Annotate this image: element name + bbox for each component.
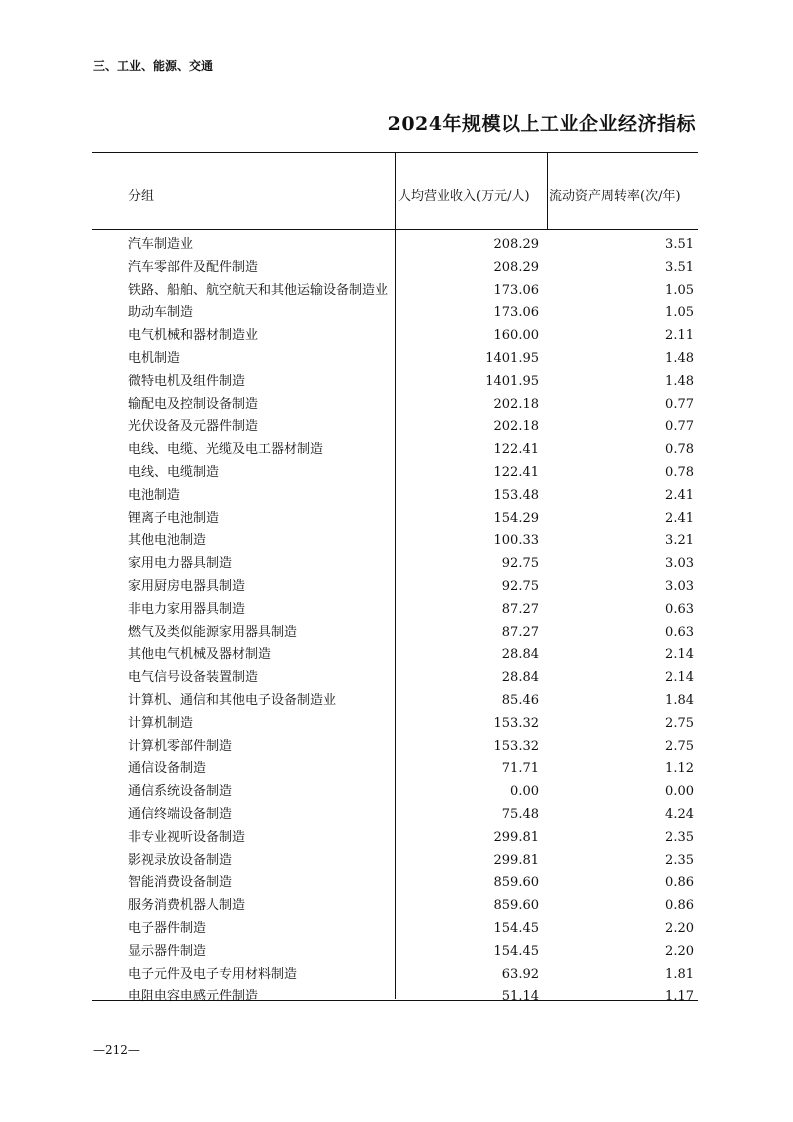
table-bottom-rule <box>92 1000 698 1001</box>
row-name: 通信终端设备制造 <box>128 806 233 822</box>
table-row <box>92 964 698 987</box>
table-row <box>92 439 698 462</box>
row-revenue-per-capita: 299.81 <box>493 829 539 845</box>
table-row <box>92 462 698 485</box>
row-name: 服务消费机器人制造 <box>128 898 246 914</box>
table-row <box>92 371 698 394</box>
row-name: 电子元件及电子专用材料制造 <box>128 966 298 982</box>
row-asset-turnover: 0.86 <box>665 875 694 891</box>
row-name: 其他电气机械及器材制造 <box>128 647 272 663</box>
table-row <box>92 576 698 599</box>
row-revenue-per-capita: 63.92 <box>501 966 539 982</box>
row-asset-turnover: 0.78 <box>665 464 694 480</box>
row-asset-turnover: 1.84 <box>665 692 694 708</box>
table-row <box>92 394 698 417</box>
table-row <box>92 234 698 257</box>
row-asset-turnover: 1.05 <box>665 282 694 298</box>
row-asset-turnover: 2.35 <box>665 829 694 845</box>
row-asset-turnover: 4.24 <box>665 806 694 822</box>
row-revenue-per-capita: 859.60 <box>493 898 539 914</box>
table-row <box>92 804 698 827</box>
table-row <box>92 713 698 736</box>
row-asset-turnover: 2.14 <box>665 670 694 686</box>
row-asset-turnover: 3.03 <box>665 578 694 594</box>
table-row <box>92 736 698 759</box>
row-revenue-per-capita: 153.32 <box>493 715 539 731</box>
row-revenue-per-capita: 154.29 <box>493 510 539 526</box>
row-asset-turnover: 0.00 <box>665 784 694 800</box>
row-revenue-per-capita: 87.27 <box>501 624 539 640</box>
row-name: 电气信号设备装置制造 <box>128 670 259 686</box>
row-name: 铁路、船舶、航空航天和其他运输设备制造业 <box>128 282 389 298</box>
row-revenue-per-capita: 87.27 <box>501 601 539 617</box>
row-asset-turnover: 0.63 <box>665 601 694 617</box>
table-row <box>92 530 698 553</box>
header-asset-turnover: 流动资产周转率(次/年) <box>549 189 681 204</box>
row-asset-turnover: 3.21 <box>665 533 694 549</box>
row-name: 计算机、通信和其他电子设备制造业 <box>128 692 337 708</box>
row-asset-turnover: 0.86 <box>665 898 694 914</box>
row-asset-turnover: 2.75 <box>665 715 694 731</box>
row-asset-turnover: 2.14 <box>665 647 694 663</box>
row-asset-turnover: 2.75 <box>665 738 694 754</box>
row-revenue-per-capita: 208.29 <box>493 259 539 275</box>
row-name: 非电力家用器具制造 <box>128 601 246 617</box>
row-revenue-per-capita: 28.84 <box>501 647 539 663</box>
row-asset-turnover: 1.48 <box>665 373 694 389</box>
row-name: 家用厨房电器具制造 <box>128 578 246 594</box>
row-revenue-per-capita: 122.41 <box>493 442 539 458</box>
row-name: 电阻电容电感元件制造 <box>128 989 259 1005</box>
table-row <box>92 827 698 850</box>
row-asset-turnover: 3.51 <box>665 237 694 252</box>
row-name: 通信设备制造 <box>128 761 207 777</box>
column-divider <box>547 152 548 229</box>
row-name: 通信系统设备制造 <box>128 784 233 800</box>
row-name: 电机制造 <box>128 350 181 366</box>
header-revenue-per-capita: 人均营业收入(万元/人) <box>398 189 530 204</box>
row-revenue-per-capita: 28.84 <box>501 670 539 686</box>
row-name: 电线、电缆、光缆及电工器材制造 <box>128 442 324 458</box>
row-name: 非专业视听设备制造 <box>128 829 246 845</box>
table-row <box>92 918 698 941</box>
row-asset-turnover: 0.63 <box>665 624 694 640</box>
table-row <box>92 850 698 873</box>
table-row <box>92 416 698 439</box>
row-revenue-per-capita: 71.71 <box>501 761 539 777</box>
row-revenue-per-capita: 1401.95 <box>485 373 539 389</box>
row-asset-turnover: 2.41 <box>665 510 694 526</box>
table-row <box>92 348 698 371</box>
row-name: 电子器件制造 <box>128 920 207 936</box>
row-name: 家用电力器具制造 <box>128 556 233 572</box>
row-asset-turnover: 2.20 <box>665 943 694 959</box>
row-name: 汽车制造业 <box>128 237 194 252</box>
row-revenue-per-capita: 202.18 <box>493 396 539 412</box>
row-revenue-per-capita: 299.81 <box>493 852 539 868</box>
table-row <box>92 941 698 964</box>
row-name: 汽车零部件及配件制造 <box>128 259 259 275</box>
row-name: 燃气及类似能源家用器具制造 <box>128 624 298 640</box>
table-row <box>92 257 698 280</box>
section-label: 三、工业、能源、交通 <box>93 59 214 73</box>
row-name: 微特电机及组件制造 <box>128 373 246 389</box>
row-revenue-per-capita: 202.18 <box>493 419 539 435</box>
table-row <box>92 644 698 667</box>
row-asset-turnover: 1.17 <box>665 989 694 1005</box>
row-revenue-per-capita: 173.06 <box>493 305 539 321</box>
table-row <box>92 895 698 918</box>
table-row <box>92 508 698 531</box>
row-asset-turnover: 1.05 <box>665 305 694 321</box>
row-asset-turnover: 0.77 <box>665 396 694 412</box>
row-revenue-per-capita: 153.48 <box>493 487 539 503</box>
row-name: 显示器件制造 <box>128 943 207 959</box>
row-revenue-per-capita: 173.06 <box>493 282 539 298</box>
row-name: 输配电及控制设备制造 <box>128 396 259 412</box>
table-row <box>92 325 698 348</box>
row-revenue-per-capita: 153.32 <box>493 738 539 754</box>
row-asset-turnover: 2.20 <box>665 920 694 936</box>
table-row <box>92 553 698 576</box>
row-revenue-per-capita: 0.00 <box>510 784 539 800</box>
table-row <box>92 280 698 303</box>
table-row <box>92 872 698 895</box>
page-title: 2024年规模以上工业企业经济指标 <box>387 113 696 135</box>
row-revenue-per-capita: 100.33 <box>493 533 539 549</box>
row-revenue-per-capita: 154.45 <box>493 943 539 959</box>
table-row <box>92 986 698 1009</box>
row-name: 锂离子电池制造 <box>128 510 220 526</box>
table-row <box>92 690 698 713</box>
table-row <box>92 781 698 804</box>
table-row <box>92 667 698 690</box>
header-group: 分组 <box>128 189 155 204</box>
row-name: 影视录放设备制造 <box>128 852 233 868</box>
table-row <box>92 758 698 781</box>
row-name: 助动车制造 <box>128 305 194 321</box>
row-asset-turnover: 0.78 <box>665 442 694 458</box>
header-rule <box>92 229 698 230</box>
row-asset-turnover: 1.48 <box>665 350 694 366</box>
row-name: 光伏设备及元器件制造 <box>128 419 259 435</box>
row-name: 计算机零部件制造 <box>128 738 233 754</box>
row-asset-turnover: 3.51 <box>665 259 694 275</box>
table-row <box>92 622 698 645</box>
row-asset-turnover: 2.41 <box>665 487 694 503</box>
table-row <box>92 599 698 622</box>
row-name: 电线、电缆制造 <box>128 464 220 480</box>
table-row <box>92 485 698 508</box>
row-name: 电池制造 <box>128 487 181 503</box>
row-revenue-per-capita: 154.45 <box>493 920 539 936</box>
row-revenue-per-capita: 92.75 <box>501 556 539 572</box>
row-asset-turnover: 2.35 <box>665 852 694 868</box>
row-asset-turnover: 1.12 <box>665 761 694 777</box>
row-revenue-per-capita: 51.14 <box>501 989 539 1005</box>
row-revenue-per-capita: 122.41 <box>493 464 539 480</box>
row-revenue-per-capita: 1401.95 <box>485 350 539 366</box>
row-revenue-per-capita: 85.46 <box>501 692 539 708</box>
row-name: 智能消费设备制造 <box>128 875 233 891</box>
row-asset-turnover: 3.03 <box>665 556 694 572</box>
row-name: 其他电池制造 <box>128 533 207 549</box>
row-revenue-per-capita: 75.48 <box>501 806 539 822</box>
row-name: 计算机制造 <box>128 715 194 731</box>
table-row <box>92 302 698 325</box>
page-number: —212— <box>93 1043 140 1057</box>
row-revenue-per-capita: 160.00 <box>493 328 539 344</box>
row-revenue-per-capita: 859.60 <box>493 875 539 891</box>
row-asset-turnover: 1.81 <box>665 966 694 982</box>
row-asset-turnover: 2.11 <box>665 328 694 344</box>
table-body <box>92 234 698 1009</box>
row-asset-turnover: 0.77 <box>665 419 694 435</box>
row-revenue-per-capita: 208.29 <box>493 237 539 252</box>
row-name: 电气机械和器材制造业 <box>128 328 259 344</box>
row-revenue-per-capita: 92.75 <box>501 578 539 594</box>
